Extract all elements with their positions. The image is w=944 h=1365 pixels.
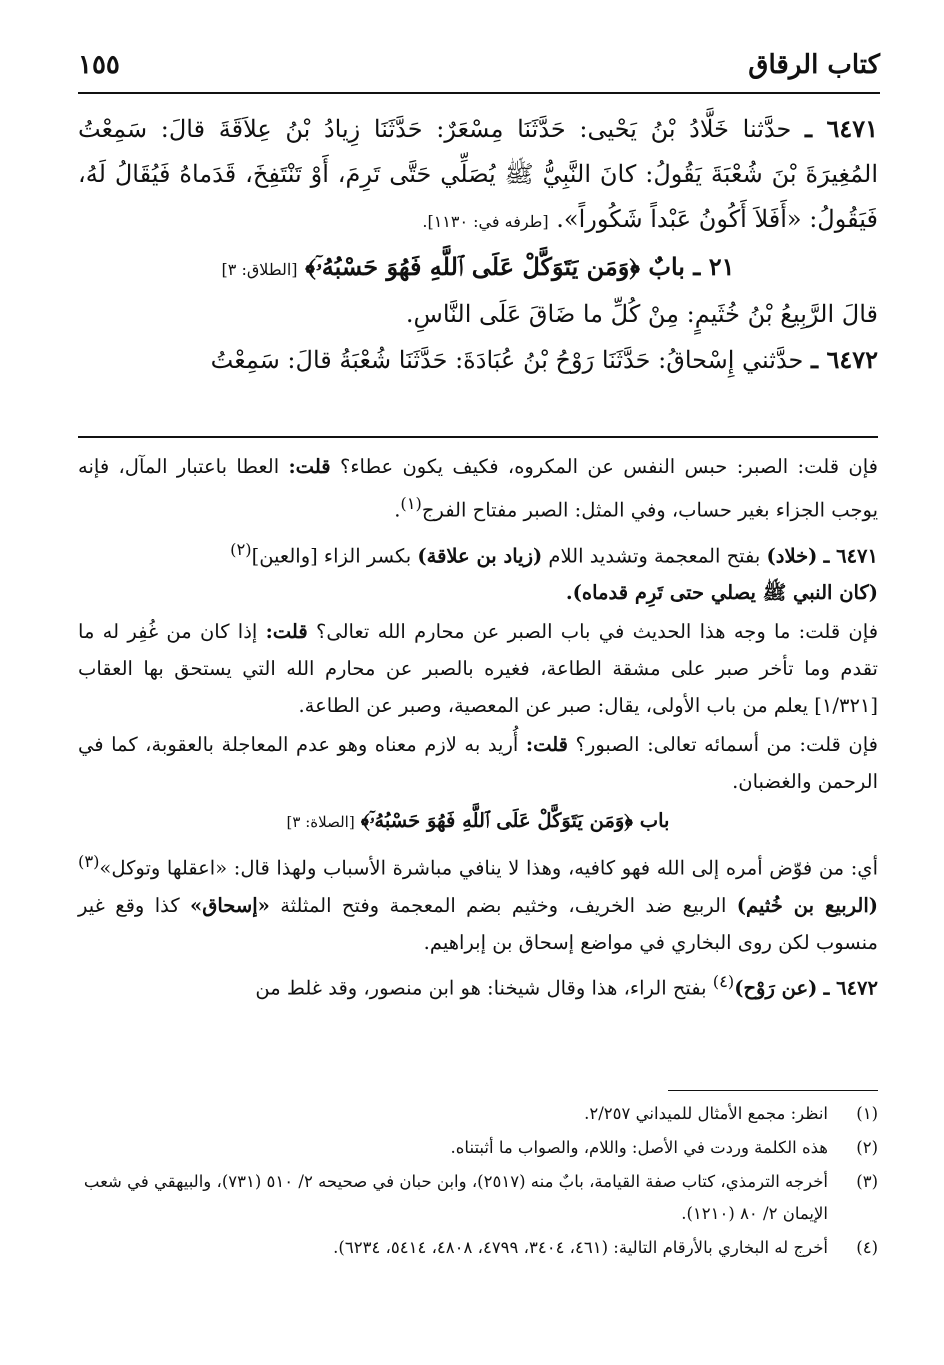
footnote-number: (٢) bbox=[856, 1138, 878, 1157]
hadith-6471 bbox=[78, 106, 878, 244]
commentary-text: أي: من فوّض أمره إلى الله فهو كافيه، وهذا لا ينافي مباشرة الأسباب ولهذا قال: «اعقلها وتوكل» bbox=[99, 856, 878, 880]
commentary-text: فإن قلت: الصبر: حبس النفس عن المكروه، فكيف يكون عطاء؟ bbox=[339, 455, 878, 478]
answer-label: قلت: bbox=[525, 733, 568, 756]
footnote-ref: (٢) bbox=[230, 539, 252, 559]
commentary-paragraph bbox=[78, 726, 878, 800]
footnote-text: انظر: مجمع الأمثال للميداني ٢/٢٥٧. bbox=[584, 1104, 828, 1123]
commentary-text: بكسر الزاء [والعين] bbox=[251, 544, 412, 567]
commentary-text: فإن قلت: ما وجه هذا الحديث في باب الصبر عن محارم الله تعالى؟ bbox=[315, 620, 879, 643]
rabi-quote: قالَ الرَّبِيعُ بْنُ خُثَيمٍ: مِنْ كُلِّ ما ضَاقَ عَلَى النَّاسِ. bbox=[405, 300, 878, 328]
footnote-ref: (٣) bbox=[78, 852, 100, 871]
hadith-number: ٦٤٧١ ـ bbox=[805, 114, 879, 143]
chapter-quran-reference: [الطلاق: ٣] bbox=[221, 260, 298, 279]
chapter-title: ٢١ ـ بابٌ ﴿وَمَن يَتَوَكَّلْ عَلَى ٱللَّهِ فَهُوَ حَسْبُهُۥٓ﴾ bbox=[305, 252, 735, 281]
bab-reference: [الصلاة: ٣] bbox=[286, 813, 355, 831]
commentary-text: بفتح المعجمة وتشديد اللام bbox=[548, 544, 761, 567]
book-title: كتاب الرقاق bbox=[748, 50, 880, 80]
commentary-section bbox=[78, 448, 878, 1008]
page-header bbox=[78, 44, 880, 94]
hadith-text: حدَّثنا خَلَّادُ بْنُ يَحْيى: حَدَّثَنَا مِسْعَرٌ: حَدَّثَنَا زِيادُ بْنُ عِلاَقَةَ قالَ: سَمِعْتُ المُغِيرَةَ بْنَ شُعْبَةَ يَقُولُ: كانَ النَّبِيُّ ﷺ يُصَلِّي حَتَّى تَرِمَ، أَوْ تَنْتَفِخَ، قَدَماهُ فَيُقَالُ لَهُ، فَيَقُولُ: «أَفَلاَ أَكُونُ عَبْداً شَكُوراً». bbox=[78, 115, 878, 233]
commentary-text: الربيع ضد الخريف، وخثيم بضم المعجمة وفتح المثلثة bbox=[280, 893, 727, 917]
commentary-text: كذا وقع غير منسوب لكن روى البخاري في مواضع إسحاق بن إبراهيم. bbox=[78, 893, 878, 954]
bab-title: باب ﴿وَمَن يَتَوَكَّلْ عَلَى ٱللَّهِ فَهُوَ حَسْبُهُۥٓ﴾ bbox=[360, 809, 670, 832]
commentary-text: أُريد به لازم معناه وهو عدم المعاجلة بالعقوبة، كما في الرحمن والغضبان. bbox=[78, 733, 878, 793]
hadith-6472 bbox=[78, 337, 878, 383]
bab-heading bbox=[78, 802, 878, 841]
commentary-paragraph bbox=[78, 963, 878, 1007]
text-divider bbox=[78, 436, 878, 438]
hadith-section bbox=[78, 106, 878, 383]
page-number: ١٥٥ bbox=[78, 50, 120, 80]
footnote-number: (٣) bbox=[856, 1172, 878, 1191]
footnote-ref: (١) bbox=[400, 494, 422, 513]
hadith-number: ٦٤٧١ ـ bbox=[823, 544, 878, 567]
footnote-text: هذه الكلمة وردت في الأصل: واللام، والصواب ما أثبتناه. bbox=[450, 1138, 828, 1157]
commentary-paragraph bbox=[78, 843, 878, 961]
commentary-paragraph bbox=[78, 613, 878, 724]
commentary-paragraph bbox=[78, 531, 878, 612]
commentary-term: (كان النبي ﷺ يصلي حتى تَرِم قدماه). bbox=[565, 581, 878, 604]
commentary-term: «إسحاق» bbox=[190, 893, 270, 917]
commentary-term: (خلاد) bbox=[766, 544, 818, 567]
footnote bbox=[78, 1132, 878, 1164]
footnote-text: أخرج له البخاري بالأرقام التالية: (٤٦١، ٣٤٠٤، ٤٧٩٩، ٤٨٠٨، ٥٤١٤، ٦٢٣٤). bbox=[333, 1238, 828, 1257]
footnote-separator bbox=[668, 1090, 878, 1091]
footnotes-section bbox=[78, 1098, 878, 1266]
hadith-number: ٦٤٧٢ ـ bbox=[811, 345, 878, 374]
hadith-text: حدَّثني إِسْحاقُ: حَدَّثَنَا رَوْحُ بْنُ عُبَادَةَ: حَدَّثَنَا شُعْبَةُ قالَ: سَمِعْتُ bbox=[210, 346, 804, 374]
footnote bbox=[78, 1098, 878, 1130]
footnote bbox=[78, 1232, 878, 1264]
answer-label: قلت: bbox=[288, 455, 331, 478]
hadith-number: ٦٤٧٢ ـ bbox=[823, 976, 878, 999]
footnote-text: أخرجه الترمذي، كتاب صفة القيامة، بابٌ منه (٢٥١٧)، وابن حبان في صحيحه ٢/ ٥١٠ (٧٣١)، والبيهقي في شعب الإيمان ٢/ ٨٠ (١٢١٠). bbox=[83, 1172, 828, 1223]
commentary-text: العطا باعتبار المآل، فإنه يوجب الجزاء بغير حساب، وفي المثل: الصبر مفتاح الفرج bbox=[78, 455, 878, 522]
commentary-term: (زياد بن علاقة) bbox=[417, 544, 543, 567]
commentary-paragraph bbox=[78, 448, 878, 529]
answer-label: قلت: bbox=[265, 620, 308, 643]
commentary-text: إذا كان من غُفِر له ما تقدم وما تأخر صبر على مشقة الطاعة، فغيره بالصبر عن محارم الله التي يستحق بها العقاب [١/٣٢١] يعلم من باب الأولى، يقال: صبر عن المعصية، وصبر عن الطاعة. bbox=[78, 620, 878, 717]
chapter-21-heading bbox=[78, 244, 878, 292]
commentary-text: فإن قلت: من أسمائه تعالى: الصبور؟ bbox=[575, 733, 879, 756]
commentary-term: (الربيع بن خُثيم) bbox=[736, 893, 879, 917]
commentary-term: (عن رَوْح) bbox=[734, 976, 818, 999]
footnote-number: (٤) bbox=[856, 1238, 878, 1257]
footnote-ref: (٤) bbox=[712, 971, 735, 991]
hadith-reference: [طرفه في: ١١٣٠]. bbox=[422, 212, 549, 231]
commentary-text: . bbox=[394, 498, 401, 522]
footnote bbox=[78, 1166, 878, 1230]
footnote-number: (١) bbox=[856, 1104, 878, 1123]
commentary-text: بفتح الراء، هذا وقال شيخنا: هو ابن منصور، وقد غلط من bbox=[255, 976, 707, 999]
